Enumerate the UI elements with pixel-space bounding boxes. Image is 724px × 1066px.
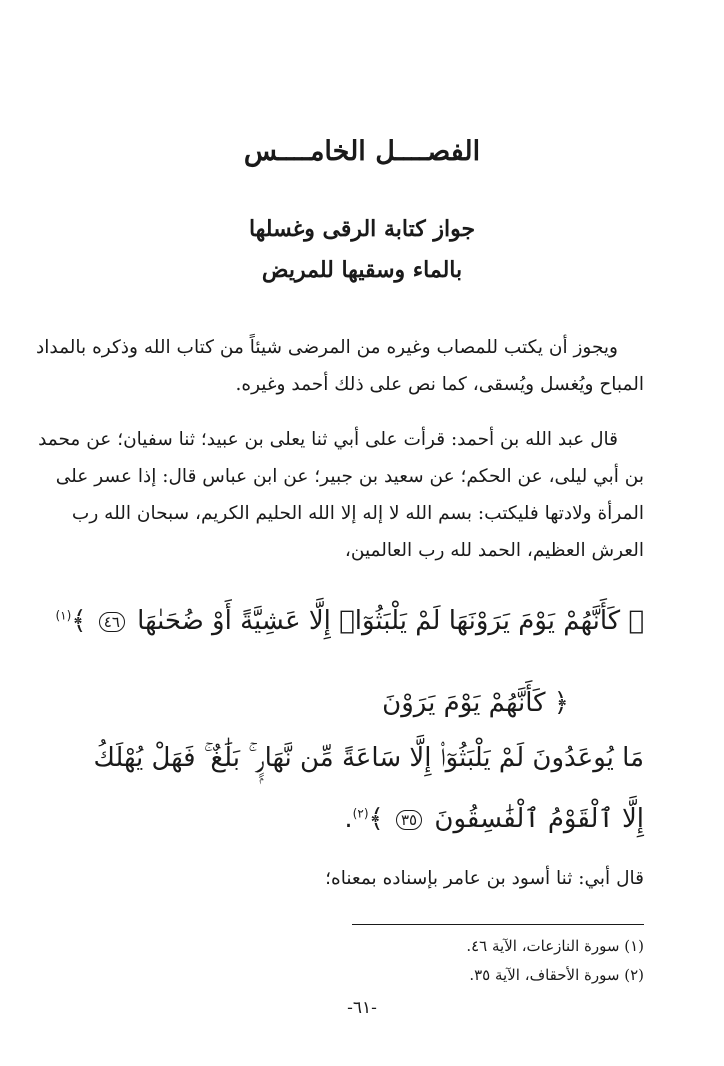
verse-text: مَا يُوعَدُونَ لَمْ يَلْبَثُوٓا۟ إِلَّا سَاعَةً مِّن نَّهَارٍۭ ۚ بَلَٰغٌ ۚ فَهَلْ يُهْلَكُ	[93, 743, 644, 773]
paragraph-intro	[35, 329, 644, 403]
quran-verse-2-line-3	[344, 804, 644, 834]
verse-close-bracket: ﴾	[71, 606, 87, 636]
quran-verse-2-line-1	[382, 688, 569, 718]
quran-verse-1	[55, 606, 644, 636]
verse-end-period: .	[344, 804, 353, 834]
verse-text: إِلَّا ٱلْقَوْمُ ٱلْفَٰسِقُونَ	[434, 804, 644, 834]
page-number: -٦١-	[347, 998, 377, 1018]
paragraph-line: العرش العظيم، الحمد لله رب العالمين،	[344, 540, 644, 561]
paragraph-continuation: قال أبي: ثنا أسود بن عامر بإسناده بمعناه؛	[325, 868, 644, 889]
paragraph-line: قال عبد الله بن أحمد: قرأت على أبي ثنا يعلى بن عبيد؛ ثنا سفيان؛ عن محمد	[38, 429, 618, 450]
footnote-divider	[352, 924, 644, 925]
paragraph-narration	[38, 421, 644, 569]
verse-open-bracket: ﴿	[553, 688, 569, 718]
quran-verse-2-line-2	[93, 743, 644, 774]
section-title-line-2: بالماء وسقيها للمريض	[261, 257, 463, 283]
verse-close-bracket: ﴾	[368, 804, 384, 834]
section-title-line-1: جواز كتابة الرقى وغسلها	[248, 216, 476, 242]
verse-number-marker: ٤٦	[99, 612, 125, 632]
paragraph-line: بن أبي ليلى، عن الحكم؛ عن سعيد بن جبير؛ عن ابن عباس قال: إذا عسر على	[55, 466, 644, 487]
verse-open-bracket: ﴿	[628, 606, 644, 636]
paragraph-line: المباح ويُغسل ويُسقى، كما نص على ذلك أحمد وغيره.	[235, 374, 644, 395]
paragraph-line: ويجوز أن يكتب للمصاب وغيره من المرضى شيئاً من كتاب الله وذكره بالمداد	[35, 337, 618, 358]
verse-number-marker: ٣٥	[396, 810, 422, 830]
verse-text: كَأَنَّهُمْ يَوْمَ يَرَوْنَهَا لَمْ يَلْبَثُوٓا۟ إِلَّا عَشِيَّةً أَوْ ضُحَىٰهَا	[137, 606, 621, 636]
footnote-2: (٢) سورة الأحقاف، الآية ٣٥.	[469, 966, 644, 984]
footnote-reference[interactable]: (٢)	[352, 806, 369, 821]
chapter-title: الفصــــل الخامــــس	[243, 136, 481, 167]
footnote-1: (١) سورة النازعات، الآية ٤٦.	[466, 937, 644, 955]
verse-text: كَأَنَّهُمْ يَوْمَ يَرَوْنَ	[382, 688, 546, 718]
footnote-reference[interactable]: (١)	[55, 608, 72, 623]
paragraph-line: المرأة ولادتها فليكتب: بسم الله لا إله إلا الله الحليم الكريم، سبحان الله رب	[71, 503, 644, 524]
